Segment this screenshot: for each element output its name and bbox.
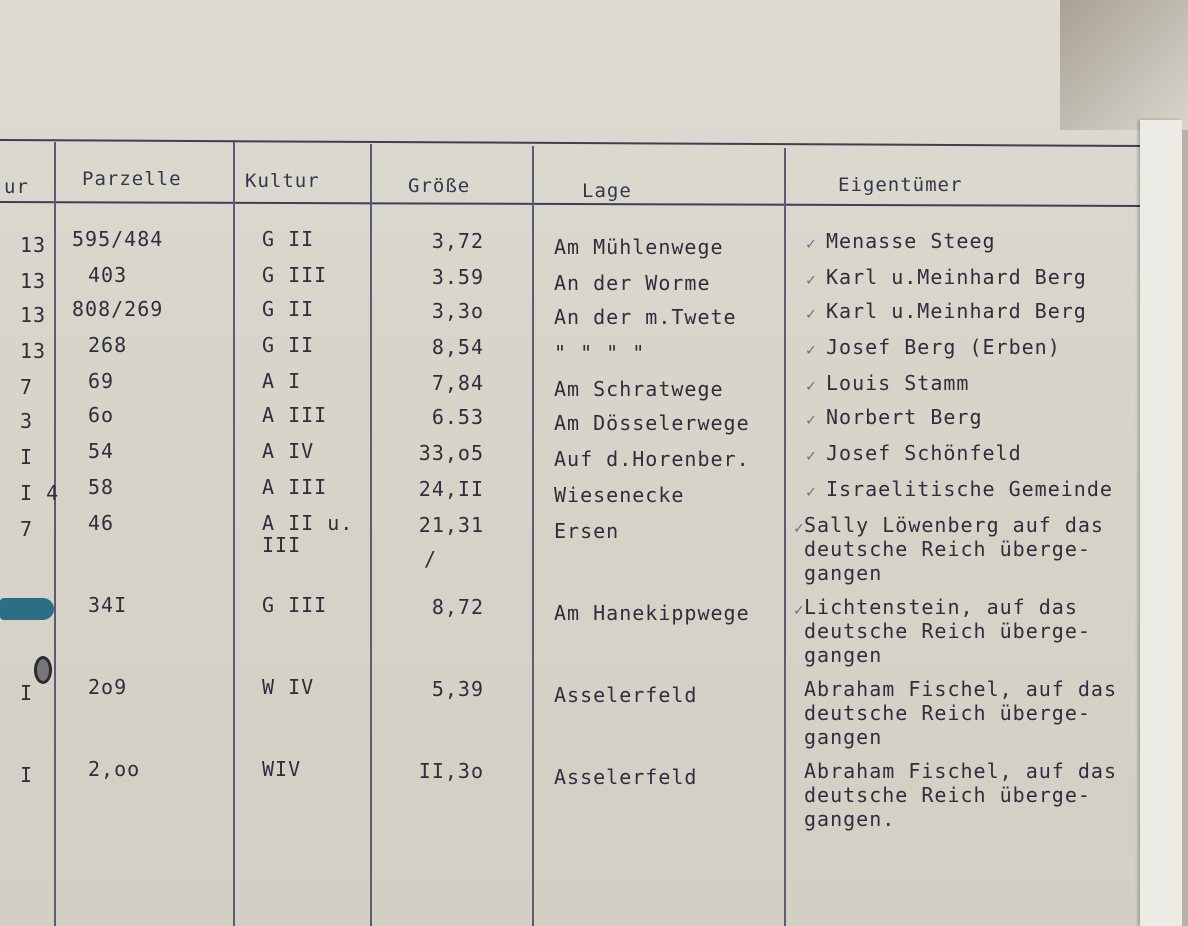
- cell-groesse: II,3o: [418, 759, 484, 783]
- cell-kultur: A III: [262, 475, 328, 499]
- cell-kultur: A III: [262, 403, 328, 427]
- cell-groesse: 24,II: [418, 477, 484, 501]
- cell-eigentuemer: Menasse Steeg: [826, 229, 996, 253]
- cell-flur: I: [20, 445, 34, 469]
- cell-groesse: 33,o5: [418, 441, 484, 465]
- table-header-rule: [0, 201, 1145, 207]
- cell-parzelle: 69: [88, 369, 115, 393]
- cell-parzelle: 34I: [88, 593, 128, 617]
- header-kultur: Kultur: [245, 170, 320, 192]
- cell-groesse: 7,84: [431, 371, 484, 395]
- cell-groesse: 8,72: [431, 595, 484, 619]
- cell-flur: 13: [20, 233, 47, 257]
- check-mark: ✓: [794, 518, 804, 537]
- cell-eigentuemer: deutsche Reich überge-: [804, 537, 1091, 561]
- cell-groesse: 3.59: [431, 265, 484, 289]
- column-divider-4: [532, 146, 534, 926]
- punch-hole: [34, 656, 52, 684]
- cell-flur: 13: [20, 339, 47, 363]
- header-parzelle: Parzelle: [82, 168, 182, 190]
- cell-kultur: WIV: [262, 757, 302, 781]
- check-mark: ✓: [806, 270, 816, 289]
- cell-parzelle: 808/269: [72, 297, 164, 321]
- cell-groesse: 5,39: [431, 677, 484, 701]
- cell-eigentuemer: deutsche Reich überge-: [804, 619, 1091, 643]
- cell-eigentuemer: Louis Stamm: [826, 371, 970, 395]
- cell-groesse: 3,72: [431, 229, 484, 253]
- check-mark: ✓: [806, 446, 816, 465]
- check-mark: ✓: [794, 600, 804, 619]
- cell-lage: An der m.Twete: [554, 305, 737, 329]
- check-mark: ✓: [806, 340, 816, 359]
- binder-ring: [0, 598, 54, 620]
- cell-eigentuemer: Abraham Fischel, auf das: [804, 677, 1117, 701]
- header-lage: Lage: [582, 180, 632, 202]
- stacked-pages-corner: [1060, 0, 1188, 130]
- cell-eigentuemer: gangen: [804, 561, 883, 585]
- cell-lage: Am Dösselerwege: [554, 411, 750, 435]
- cell-eigentuemer: Lichtenstein, auf das: [804, 595, 1078, 619]
- cell-eigentuemer: Sally Löwenberg auf das: [804, 513, 1104, 537]
- cell-flur: 7: [20, 375, 34, 399]
- cell-kultur: G III: [262, 593, 328, 617]
- cell-parzelle: 595/484: [72, 227, 164, 251]
- cell-flur: I: [20, 681, 34, 705]
- header-groesse: Größe: [408, 175, 471, 197]
- cell-flur: 3: [20, 409, 34, 433]
- check-mark: ✓: [806, 376, 816, 395]
- column-divider-1: [54, 142, 56, 926]
- cell-lage: Am Hanekippwege: [554, 601, 750, 625]
- cell-flur: I: [20, 763, 34, 787]
- cell-lage: Auf d.Horenber.: [554, 447, 750, 471]
- cell-eigentuemer: gangen.: [804, 807, 896, 831]
- column-divider-3: [370, 144, 372, 926]
- cell-eigentuemer: Karl u.Meinhard Berg: [826, 299, 1087, 323]
- stacked-pages-edge: [1140, 120, 1182, 926]
- check-mark: ✓: [806, 410, 816, 429]
- column-divider-5: [784, 148, 786, 926]
- cell-flur: 13: [20, 269, 47, 293]
- cell-eigentuemer: deutsche Reich überge-: [804, 701, 1091, 725]
- cell-lage: Asselerfeld: [554, 683, 698, 707]
- cell-lage: Asselerfeld: [554, 765, 698, 789]
- cell-kultur: W IV: [262, 675, 315, 699]
- cell-kultur: G II: [262, 227, 315, 251]
- cell-parzelle: 46: [88, 511, 115, 535]
- cell-parzelle: 403: [88, 263, 128, 287]
- cell-flur: 7: [20, 517, 34, 541]
- cell-eigentuemer: Norbert Berg: [826, 405, 983, 429]
- cell-kultur: III: [262, 533, 302, 557]
- cell-parzelle: 54: [88, 439, 115, 463]
- cell-eigentuemer: Josef Berg (Erben): [826, 335, 1061, 359]
- cell-parzelle: 2o9: [88, 675, 128, 699]
- cell-lage: Am Schratwege: [554, 377, 724, 401]
- check-mark: ✓: [806, 304, 816, 323]
- cell-parzelle: 58: [88, 475, 115, 499]
- header-eigentuemer: Eigentümer: [838, 174, 963, 196]
- cell-kultur: G II: [262, 333, 315, 357]
- cell-kultur: G II: [262, 297, 315, 321]
- cell-kultur: A IV: [262, 439, 315, 463]
- cell-lage: " " " ": [554, 341, 646, 365]
- table-top-rule: [0, 139, 1145, 147]
- cell-groesse: 8,54: [431, 335, 484, 359]
- cell-flur: I 4: [20, 481, 60, 505]
- cell-parzelle: 268: [88, 333, 128, 357]
- cell-kultur: A II u.: [262, 511, 354, 535]
- cell-lage: Ersen: [554, 519, 620, 543]
- cell-groesse: 3,3o: [431, 299, 484, 323]
- cell-lage: Am Mühlenwege: [554, 235, 724, 259]
- column-divider-2: [233, 142, 235, 926]
- cell-lage: Wiesenecke: [554, 483, 685, 507]
- cell-eigentuemer: deutsche Reich überge-: [804, 783, 1091, 807]
- cell-eigentuemer: Karl u.Meinhard Berg: [826, 265, 1087, 289]
- cell-eigentuemer: gangen: [804, 725, 883, 749]
- check-mark: ✓: [806, 482, 816, 501]
- header-flur: ur: [4, 176, 29, 198]
- cell-kultur: G III: [262, 263, 328, 287]
- cell-groesse: 21,31: [418, 513, 484, 537]
- cell-flur: 13: [20, 303, 47, 327]
- cell-parzelle: 6o: [88, 403, 115, 427]
- cell-parzelle: 2,oo: [88, 757, 141, 781]
- cell-eigentuemer: Israelitische Gemeinde: [826, 477, 1113, 501]
- cell-groesse: 6.53: [431, 405, 484, 429]
- slash-mark: /: [424, 547, 438, 571]
- cell-kultur: A I: [262, 369, 302, 393]
- cell-eigentuemer: Josef Schönfeld: [826, 441, 1022, 465]
- check-mark: ✓: [806, 234, 816, 253]
- cell-eigentuemer: Abraham Fischel, auf das: [804, 759, 1117, 783]
- cell-lage: An der Worme: [554, 271, 711, 295]
- cell-eigentuemer: gangen: [804, 643, 883, 667]
